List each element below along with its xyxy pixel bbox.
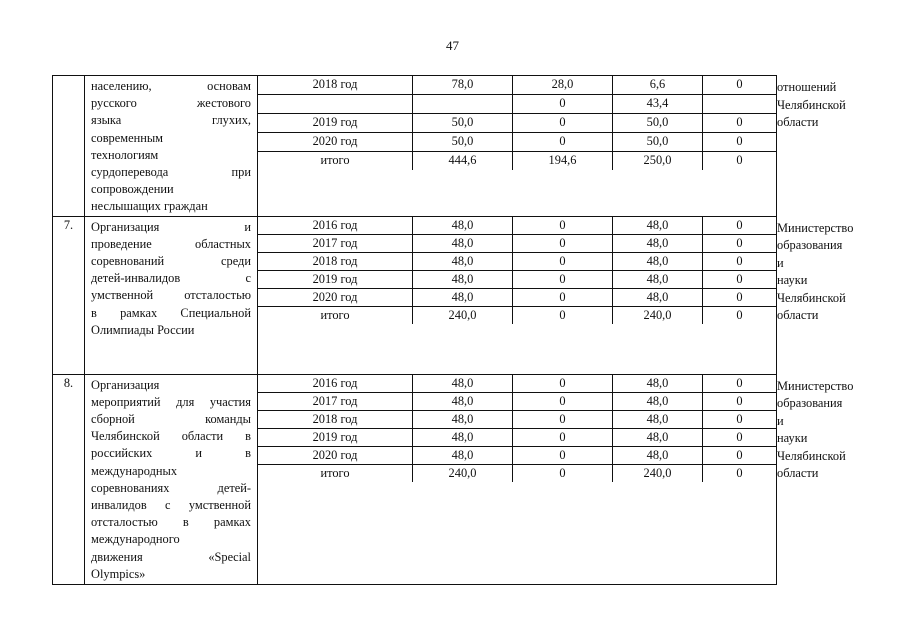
description-line: языка глухих, xyxy=(91,113,251,128)
description-line: международных xyxy=(91,463,178,478)
description-line: Организация xyxy=(91,377,160,392)
description-line: в рамках Специальной xyxy=(91,305,251,320)
empty-cell xyxy=(258,324,777,375)
empty-cell xyxy=(258,482,777,585)
regional-cell: 50,0 xyxy=(613,133,703,152)
activity-description xyxy=(85,216,258,374)
regional-cell: 48,0 xyxy=(613,216,703,234)
total-cell: 240,0 xyxy=(413,306,513,324)
description-line: современным xyxy=(91,130,164,145)
page-number: 47 xyxy=(446,38,459,53)
federal-cell: 0 xyxy=(513,446,613,464)
table-row: населению, основам русского жестового языка глухих, современным технологиям сурдоперевода при сопровождении неслышащих граждан 2018 год 78,0 28,0 6,6 0 отношений Челябинской области xyxy=(53,76,777,95)
federal-cell: 0 xyxy=(513,392,613,410)
description-line: сопровождении xyxy=(91,182,174,197)
other-cell: 0 xyxy=(703,374,777,392)
other-cell: 0 xyxy=(703,392,777,410)
federal-cell: 0 xyxy=(513,410,613,428)
description-line: мероприятий для участия xyxy=(91,394,251,409)
other-cell: 0 xyxy=(703,76,777,95)
total-cell: 48,0 xyxy=(413,252,513,270)
regional-cell: 240,0 xyxy=(613,464,703,482)
year-cell: 2020 год xyxy=(258,288,413,306)
federal-cell: 0 xyxy=(513,270,613,288)
federal-cell: 0 xyxy=(513,114,613,133)
total-cell: 48,0 xyxy=(413,216,513,234)
total-cell: 48,0 xyxy=(413,288,513,306)
year-cell: 2018 год xyxy=(258,76,413,95)
total-cell: 50,0 xyxy=(413,133,513,152)
year-cell: 2018 год xyxy=(258,252,413,270)
regional-cell: 48,0 xyxy=(613,288,703,306)
row-number xyxy=(53,76,85,217)
federal-cell: 0 xyxy=(513,95,613,114)
description-line: Челябинской области в xyxy=(91,429,251,444)
program-table xyxy=(52,75,854,585)
total-cell: 48,0 xyxy=(413,270,513,288)
regional-cell: 250,0 xyxy=(613,152,703,171)
total-cell: 240,0 xyxy=(413,464,513,482)
federal-cell: 28,0 xyxy=(513,76,613,95)
year-cell: 2017 год xyxy=(258,234,413,252)
description-line: соревнований среди xyxy=(91,254,251,269)
other-cell: 0 xyxy=(703,252,777,270)
regional-cell: 48,0 xyxy=(613,270,703,288)
description-line: технологиям xyxy=(91,147,159,162)
total-cell xyxy=(413,95,513,114)
description-line: детей-инвалидов с xyxy=(91,271,251,286)
year-cell: 2020 год xyxy=(258,133,413,152)
other-cell: 0 xyxy=(703,446,777,464)
total-cell: 48,0 xyxy=(413,446,513,464)
year-cell: 2019 год xyxy=(258,428,413,446)
regional-cell: 240,0 xyxy=(613,306,703,324)
description-line: инвалидов с умственной xyxy=(91,498,251,513)
total-cell: 48,0 xyxy=(413,392,513,410)
regional-cell: 48,0 xyxy=(613,410,703,428)
regional-cell: 48,0 xyxy=(613,428,703,446)
description-line: Olympics» xyxy=(91,566,146,581)
total-cell: 78,0 xyxy=(413,76,513,95)
federal-cell: 0 xyxy=(513,252,613,270)
other-cell: 0 xyxy=(703,152,777,171)
regional-cell: 48,0 xyxy=(613,252,703,270)
description-line: отсталостью в рамках xyxy=(91,515,251,530)
year-cell: 2020 год xyxy=(258,446,413,464)
federal-cell: 0 xyxy=(513,306,613,324)
description-line: соревнованиях детей- xyxy=(91,480,251,495)
total-cell: 50,0 xyxy=(413,114,513,133)
table-row: 8. Организация мероприятий для участия сборной команды Челябинской области в российских и в международных соревнованиях детей- инвалидов с умственной отсталостью в рамках международного движения «Special Olympics» 2016 год 48,0 0 48,0 0 Министерство образования и науки Челябинской области xyxy=(53,374,777,392)
federal-cell: 0 xyxy=(513,234,613,252)
year-cell xyxy=(258,95,413,114)
description-line: сурдоперевода при xyxy=(91,165,251,180)
other-cell: 0 xyxy=(703,428,777,446)
year-cell: 2019 год xyxy=(258,270,413,288)
regional-cell: 6,6 xyxy=(613,76,703,95)
total-cell: 48,0 xyxy=(413,428,513,446)
year-cell: 2016 год xyxy=(258,374,413,392)
year-cell: итого xyxy=(258,306,413,324)
year-cell: итого xyxy=(258,152,413,171)
description-line: сборной команды xyxy=(91,412,251,427)
description-line: умственной отсталостью xyxy=(91,288,251,303)
other-cell: 0 xyxy=(703,114,777,133)
regional-cell: 48,0 xyxy=(613,234,703,252)
year-cell: итого xyxy=(258,464,413,482)
other-cell: 0 xyxy=(703,464,777,482)
year-cell: 2019 год xyxy=(258,114,413,133)
other-cell: 0 xyxy=(703,410,777,428)
regional-cell: 48,0 xyxy=(613,374,703,392)
year-cell: 2018 год xyxy=(258,410,413,428)
federal-cell: 0 xyxy=(513,216,613,234)
federal-cell: 0 xyxy=(513,133,613,152)
regional-cell: 48,0 xyxy=(613,446,703,464)
federal-cell: 194,6 xyxy=(513,152,613,171)
other-cell: 0 xyxy=(703,234,777,252)
other-cell: 0 xyxy=(703,133,777,152)
federal-cell: 0 xyxy=(513,288,613,306)
federal-cell: 0 xyxy=(513,464,613,482)
activity-description xyxy=(85,374,258,584)
other-cell: 0 xyxy=(703,288,777,306)
year-cell: 2016 год xyxy=(258,216,413,234)
description-line: российских и в xyxy=(91,446,251,461)
year-cell: 2017 год xyxy=(258,392,413,410)
description-line: Олимпиады России xyxy=(91,322,195,337)
activity-description xyxy=(85,76,258,217)
total-cell: 48,0 xyxy=(413,410,513,428)
total-cell: 444,6 xyxy=(413,152,513,171)
other-cell: 0 xyxy=(703,216,777,234)
description-line: международного xyxy=(91,532,180,547)
description-line: населению, основам xyxy=(91,79,251,93)
description-line: проведение областных xyxy=(91,236,251,251)
description-line: движения «Special xyxy=(91,549,251,564)
row-number: 7. xyxy=(53,216,85,374)
description-line: русского жестового xyxy=(91,96,251,111)
description-line: Организация и xyxy=(91,219,251,234)
federal-cell: 0 xyxy=(513,374,613,392)
other-cell: 0 xyxy=(703,306,777,324)
regional-cell: 43,4 xyxy=(613,95,703,114)
regional-cell: 48,0 xyxy=(613,392,703,410)
total-cell: 48,0 xyxy=(413,234,513,252)
total-cell: 48,0 xyxy=(413,374,513,392)
federal-cell: 0 xyxy=(513,428,613,446)
description-line: неслышащих граждан xyxy=(91,199,208,214)
empty-cell xyxy=(258,170,777,216)
row-number: 8. xyxy=(53,374,85,584)
table-row: 7. Организация и проведение областных соревнований среди детей-инвалидов с умственной отсталостью в рамках Специальной Олимпиады России 2016 год 48,0 0 48,0 0 Министерство образования и науки Челябинской области xyxy=(53,216,777,234)
other-cell: 0 xyxy=(703,270,777,288)
other-cell xyxy=(703,95,777,114)
regional-cell: 50,0 xyxy=(613,114,703,133)
